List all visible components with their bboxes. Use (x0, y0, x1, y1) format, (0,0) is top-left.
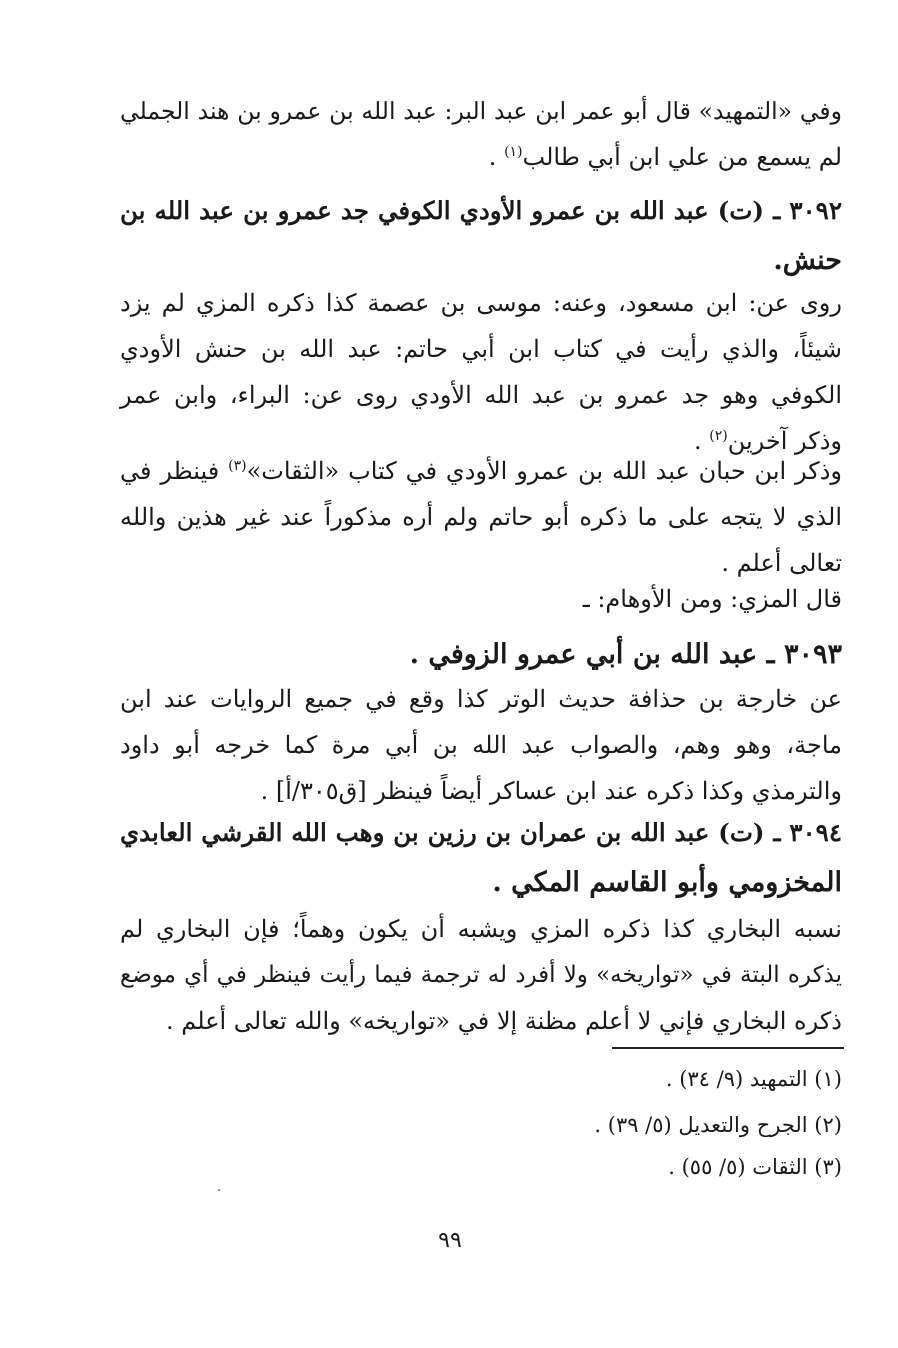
entry-3093-heading (120, 630, 842, 680)
entry-3092-paragraph-2 (120, 448, 842, 586)
entry-3092-p1-line-1: روى عن: ابن مسعود، وعنه: موسى بن عصمة كذا ذكره المزي لم يزد (120, 289, 842, 317)
page-number: ٩٩ (438, 1228, 462, 1253)
entry-3092-p2-line-1-b: فينظر في (120, 457, 229, 485)
entry-3092-heading-line-2: حنش. (773, 245, 842, 276)
entry-3093-paragraph (120, 676, 842, 814)
intro-line-2-text: لم يسمع من علي ابن أبي طالب (522, 143, 842, 171)
entry-3092-p2-line-2: الذي لا يتجه على ما ذكره أبو حاتم ولم أره مذكوراً عند غير هذين والله (120, 503, 842, 531)
entry-3094-heading-line-2: المخزومي وأبو القاسم المكي . (492, 867, 842, 898)
entry-3094-line-3: ذكره البخاري فإني لا أعلم مظنة إلا في «تواريخه» والله تعالى أعلم . (166, 1007, 842, 1035)
entry-3092-p1-line-4-end: . (693, 427, 702, 455)
entry-3093-line-2: ماجة، وهو وهم، والصواب عبد الله بن أبي مرة كما خرجه أبو داود (120, 731, 842, 759)
entry-3093-line-3: والترمذي وكذا ذكره عند ابن عساكر أيضاً فينظر [ق٣٠٥/أ] . (260, 777, 842, 805)
entry-3093-line-1: عن خارجة بن حذافة حديث الوتر كذا وقع في جميع الروايات عند ابن (120, 685, 842, 713)
footnote-ref-1: (١) (504, 144, 523, 160)
entry-3092-p1-line-2: شيئاً، والذي رأيت في كتاب ابن أبي حاتم: عبد الله بن حنش الأودي (120, 335, 842, 363)
entry-3092-p2-line-3: تعالى أعلم . (721, 549, 842, 577)
entry-3094-line-1: نسبه البخاري كذا ذكره المزي ويشبه أن يكون وهماً؛ فإن البخاري لم (120, 915, 842, 943)
entry-3093-heading-line: ٣٠٩٣ ـ عبد الله بن أبي عمرو الزوفي . (409, 639, 842, 670)
scan-speck (218, 1189, 220, 1191)
footnote-1: (١) التمهيد (٩/ ٣٤) . (665, 1067, 842, 1091)
footnote-ref-2: (٢) (709, 428, 728, 444)
footnote-2: (٢) الجرح والتعديل (٥/ ٣٩) . (594, 1113, 842, 1137)
entry-3094-line-2: يذكره البتة في «تواريخه» ولا أفرد له ترجمة فيما رأيت فينظر في أي موضع (120, 962, 842, 988)
entry-3094-paragraph (120, 906, 842, 1044)
footnote-separator (612, 1047, 844, 1049)
entry-3092-paragraph-1 (120, 280, 842, 464)
intro-line-2 (120, 134, 842, 180)
entry-3092-p1-line-4-text: وذكر آخرين (727, 427, 842, 455)
entry-3092-p2-line-1-a: وذكر ابن حبان عبد الله بن عمرو الأودي في كتاب «الثقات» (246, 457, 842, 485)
entry-3094-heading (120, 808, 842, 908)
entry-3092-paragraph-3 (120, 576, 842, 622)
entry-3092-heading-line-1: ٣٠٩٢ ـ (ت) عبد الله بن عمرو الأودي الكوفي جد عمرو بن عبد الله بن (120, 196, 842, 225)
intro-line-2-end: . (488, 143, 497, 171)
entry-3092-heading (120, 186, 842, 286)
footnote-3: (٣) الثقات (٥/ ٥٥) . (668, 1155, 842, 1179)
entry-3092-p2-line-1 (120, 448, 842, 494)
intro-line-1: وفي «التمهيد» قال أبو عمر ابن عبد البر: عبد الله بن عمرو بن هند الجملي (120, 97, 842, 125)
footnote-ref-3: (٣) (228, 458, 247, 474)
intro-paragraph (120, 88, 842, 180)
entry-3094-heading-line-1: ٣٠٩٤ ـ (ت) عبد الله بن عمران بن رزين بن وهب الله القرشي العابدي (120, 818, 842, 847)
entry-3092-p1-line-3: الكوفي وهو جد عمرو بن عبد الله الأودي روى عن: البراء، وابن عمر (120, 381, 842, 409)
entry-3092-p3-line-1: قال المزي: ومن الأوهام: ـ (582, 585, 842, 613)
